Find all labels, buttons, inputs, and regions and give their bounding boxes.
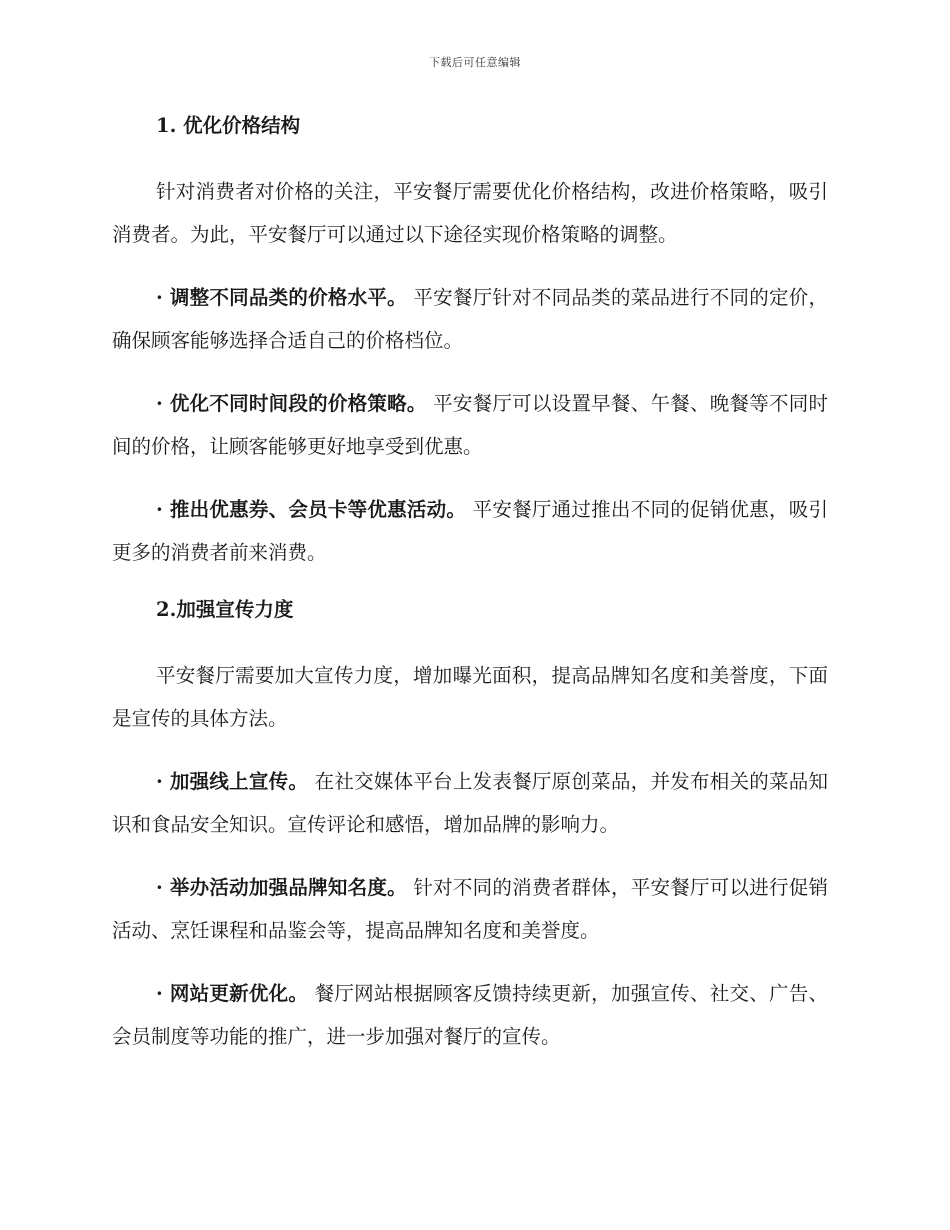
list-item — [112, 866, 828, 952]
list-item — [112, 972, 828, 1058]
list-item — [112, 760, 828, 846]
list-item — [112, 382, 828, 468]
section-heading: 1. 优化价格结构 — [156, 114, 301, 137]
item-body: 在社交媒体平台上发表餐厅原创菜品，并发布相关的菜品知识和食品安全知识。宣传评论和感悟，增加品牌的影响力。 — [112, 770, 829, 836]
item-title: · 调整不同品类的价格水平。 — [156, 286, 407, 309]
list-item — [112, 488, 828, 574]
item-body: 平安餐厅通过推出不同的促销优惠，吸引更多的消费者前来消费。 — [112, 498, 829, 564]
header-note: 下载后可任意编辑 — [429, 56, 521, 69]
section-heading: 2.加强宣传力度 — [156, 598, 294, 621]
document-body — [112, 110, 828, 1078]
item-body: 平安餐厅可以设置早餐、午餐、晚餐等不同时间的价格，让顾客能够更好地享受到优惠。 — [112, 392, 828, 458]
list-item — [112, 276, 828, 362]
section-intro: 针对消费者对价格的关注，平安餐厅需要优化价格结构，改进价格策略，吸引消费者。为此，平安餐厅可以通过以下途径实现价格策略的调整。 — [112, 180, 828, 246]
item-title: · 推出优惠券、会员卡等优惠活动。 — [156, 498, 467, 521]
item-title: · 优化不同时间段的价格策略。 — [156, 392, 427, 415]
item-body: 平安餐厅针对不同品类的菜品进行不同的定价，确保顾客能够选择合适自己的价格档位。 — [112, 286, 829, 352]
item-body: 餐厅网站根据顾客反馈持续更新，加强宣传、社交、广告、会员制度等功能的推广，进一步加强对餐厅的宣传。 — [112, 982, 829, 1048]
item-title: · 举办活动加强品牌知名度。 — [156, 876, 407, 899]
item-title: · 网站更新优化。 — [156, 982, 309, 1005]
item-title: · 加强线上宣传。 — [156, 770, 309, 793]
item-body: 针对不同的消费者群体，平安餐厅可以进行促销活动、烹饪课程和品鉴会等，提高品牌知名度和美誉度。 — [112, 876, 829, 942]
section-intro: 平安餐厅需要加大宣传力度，增加曝光面积，提高品牌知名度和美誉度，下面是宣传的具体方法。 — [112, 664, 828, 730]
